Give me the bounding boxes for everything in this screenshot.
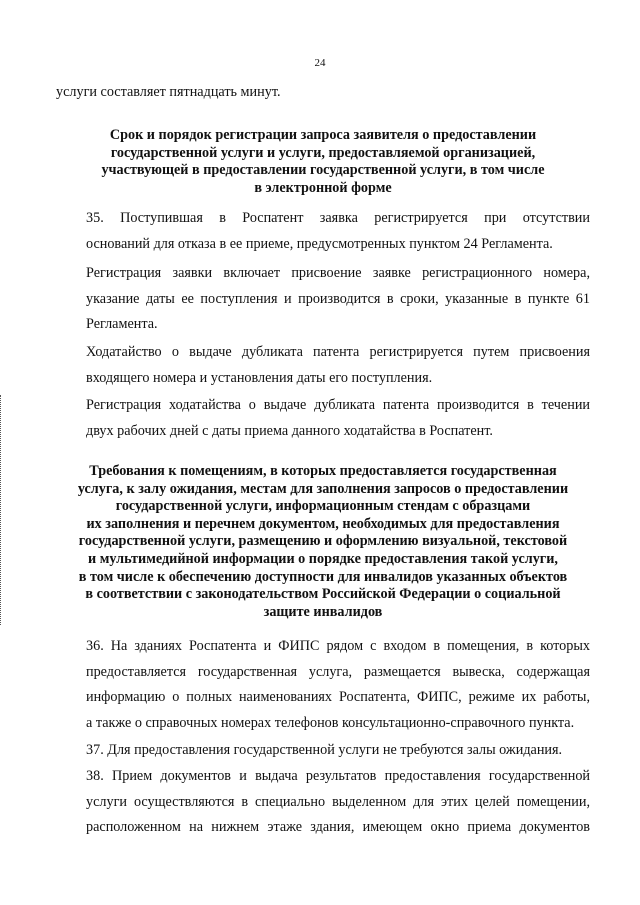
text-line: Ходатайство о выдаче дубликата патента регистрируется путем присвоения [86,344,590,360]
heading-line: и мультимедийной информации о порядке предоставления такой услуги, [88,550,558,567]
text-line: услуги составляет пятнадцать минут. [56,84,281,100]
text-line: входящего номера и установления даты его поступления. [86,369,433,386]
paragraph-continuation [56,80,590,106]
heading-line: Срок и порядок регистрации запроса заявителя о предоставлении [109,127,537,143]
text-line: 35. Поступившая в Роспатент заявка регистрируется при отсутствии [86,210,590,226]
paragraph-35 [56,206,590,257]
text-line: Регистрация заявки включает присвоение заявке регистрационного номера, [86,265,590,281]
section-heading-registration [56,127,590,197]
text-line: двух рабочих дней с даты приема данного ходатайства в Роспатент. [86,422,493,439]
heading-line: государственной услуги и услуги, предоставляемой организацией, [110,144,536,161]
heading-line: в том числе к обеспечению доступности для инвалидов указанных объектов [78,568,568,585]
heading-line: услуга, к залу ожидания, местам для заполнения запросов о предоставлении [77,480,569,497]
paragraph-duplicate-request [56,340,590,391]
page-number: 24 [314,57,326,69]
text-line: оснований для отказа в ее приеме, предусмотренных пунктом 24 Регламента. [86,235,553,252]
text-line: Регламента. [86,316,158,332]
paragraph-duplicate-registration [56,393,590,444]
section-heading-premises [56,463,590,621]
paragraph-registration-application [56,261,590,338]
paragraph-37 [56,738,590,764]
paragraph-36 [56,634,590,736]
heading-line: государственной услуги, информационным стендам с образцами [115,498,531,515]
heading-line: их заполнения и перечнем документом, необходимых для предоставления [86,515,560,532]
text-line: 36. На зданиях Роспатента и ФИПС рядом с входом в помещения, в которых [86,638,590,654]
binding-marks [0,395,3,625]
text-line: указание даты ее поступления и производится в сроки, указанные в пункте 61 [86,290,590,307]
text-line: 37. Для предоставления государственной услуги не требуются залы ожидания. [86,742,563,758]
heading-line: участвующей в предоставлении государственной услуги, в том числе [101,162,545,179]
heading-line: государственной услуги, размещению и оформлению визуальной, текстовой [78,533,568,550]
text-line: а также о справочных номерах телефонов консультационно-справочного пункта. [86,714,575,731]
text-line: 38. Прием документов и выдача результатов предоставления государственной [86,768,590,784]
paragraph-38 [56,764,590,841]
heading-line: в соответствии с законодательством Российской Федерации о социальной [85,586,561,603]
text-line: расположенном на нижнем этаже здания, имеющем окно приема документов [86,819,590,835]
heading-line: защите инвалидов [263,603,383,620]
text-line: предоставляется государственная услуга, размещается вывеска, содержащая [86,663,590,680]
text-line: информацию о полных наименованиях Роспатента, ФИПС, режиме их работы, [86,689,590,705]
heading-line: в электронной форме [254,179,392,196]
heading-line: Требования к помещениям, в которых предоставляется государственная [89,463,557,479]
text-line: Регистрация ходатайства о выдаче дубликата патента производится в течении [86,397,590,413]
text-line: услуги осуществляются в специально выделенном для этих целей помещении, [86,793,590,810]
